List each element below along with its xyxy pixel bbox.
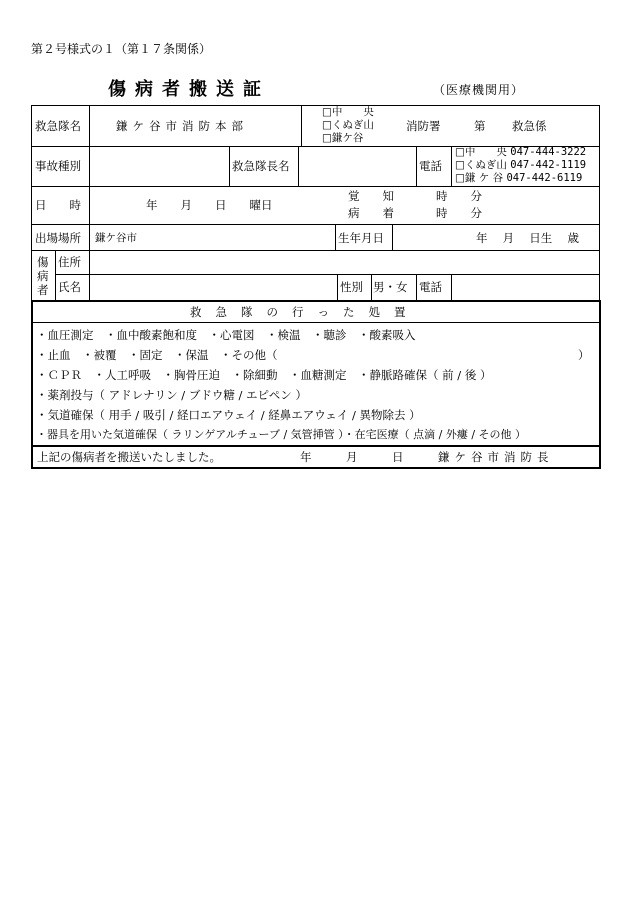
form-id: 第２号様式の１（第１７条関係） [31,42,212,56]
address-label: 住所 [58,255,81,269]
station-suffix: 消防署 [406,119,441,133]
date-fields: 年 月 日 曜日 [146,198,273,212]
patient-side-label: 傷 病 者 [37,255,49,297]
treatment-line: ・止血 ・被覆 ・固定 ・保温 ・その他（ [36,348,278,362]
station-option[interactable]: □くぬぎ山 [322,119,374,131]
byochaku-label: 病 着 [348,206,394,220]
phone-list [455,146,586,185]
treatment-line: ・薬剤投与（ アドレナリン / ブドウ糖 / エピペン ） [36,388,307,402]
footer-signer: 鎌ケ谷市消防長 [438,450,554,464]
squad-name-label: 救急隊名 [35,119,81,133]
treatment-line: ・器具を用いた気道確保（ ラリンゲアルチューブ / 気管挿管 ）・在宅医療（ 点滴 / 外瘻 / その他 ） [36,428,527,441]
page-title: 傷病者搬送証 [108,79,270,100]
dispatch-place-value: 鎌ケ谷市 [95,232,137,244]
phone-station[interactable]: □中 央 [455,146,507,158]
station-option[interactable]: □中 央 [322,106,374,118]
dai-label: 第 [474,119,486,133]
sex-label: 性別 [340,280,363,294]
footer-date: 年 月 日 [300,450,404,464]
phone-station[interactable]: □くぬぎ山 [455,159,507,171]
page-subtitle: （医療機関用） [433,83,525,97]
dob-label: 生年月日 [338,231,384,245]
datetime-label: 日 時 [35,198,81,212]
station-list [322,106,374,145]
footer-text: 上記の傷病者を搬送いたしました。 [37,450,221,464]
sex-value[interactable]: 男・女 [373,280,408,294]
treatment-line: ・気道確保（ 用手 / 吸引 / 経口エアウェイ / 経鼻エアウェイ / 異物除去 ） [36,408,421,422]
phone-number: 047-442-6119 [506,172,583,184]
treatment-line: ・ＣＰＲ ・人工呼吸 ・胸骨圧迫 ・除細動 ・血糖測定 ・静脈路確保（ 前 / 後 ） [36,368,492,382]
station-option[interactable]: □鎌ケ谷 [322,132,364,144]
phone-label: 電話 [419,159,442,173]
treatment-header: 救急隊の行った処置 [190,305,420,319]
byochaku-time: 時 分 [436,206,482,220]
dob-fields: 年 月 日生 歳 [476,231,579,245]
phone-number: 047-442-1119 [510,159,587,171]
leader-name-label: 救急隊長名 [232,159,290,173]
accident-type-label: 事故種別 [35,159,81,173]
dispatch-place-label: 出場場所 [35,231,81,245]
treatment-line: ・血圧測定 ・血中酸素飽和度 ・心電図 ・検温 ・聴診 ・酸素吸入 [36,328,416,342]
phone-station[interactable]: □鎌 ケ 谷 [455,172,504,184]
phone-number: 047-444-3222 [510,146,587,158]
kakari-label: 救急係 [512,119,547,133]
patient-phone-label: 電話 [419,280,442,294]
close-paren: ） [578,348,590,362]
name-label: 氏名 [58,280,81,294]
kakuchi-time: 時 分 [436,189,482,203]
squad-name-value: 鎌ケ谷市消防本部 [116,119,248,133]
kakuchi-label: 覚 知 [348,189,394,203]
